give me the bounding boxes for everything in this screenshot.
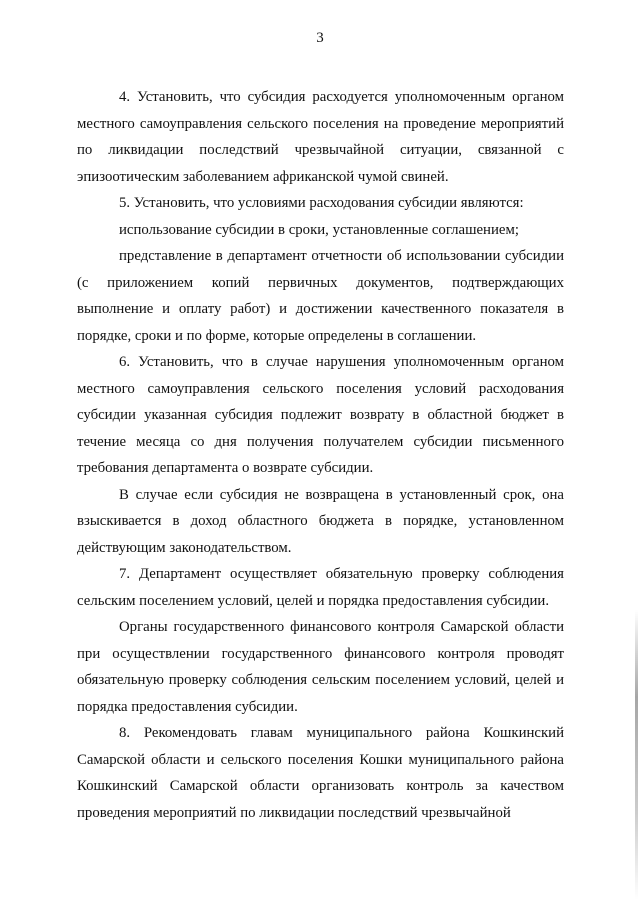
- scan-edge-mark: [635, 610, 638, 900]
- paragraph-condition-1: использование субсидии в сроки, установленные соглашением;: [119, 221, 519, 238]
- paragraph-financial-control: Органы государственного финансового контроля Самарской области при осуществлении государственного финансового контроля проводят обязательную проверку соблюдения сельским поселением условий, целей и порядка предоставления субсидии.: [77, 619, 564, 715]
- paragraph-item-4: 4. Установить, что субсидия расходуется уполномоченным органом местного самоуправления сельского поселения на проведение мероприятий по ликвидации последствий чрезвычайной ситуации, связанной с эпизоотическим заболеванием африканской чумой свиней.: [77, 89, 564, 185]
- paragraph-item-5: 5. Установить, что условиями расходования субсидии являются:: [119, 195, 524, 211]
- paragraph-item-6: 6. Установить, что в случае нарушения уполномоченным органом местного самоуправления сельского поселения условий расходования субсидии указанная субсидия подлежит возврату в областной бюджет в течение месяца со дня получения получателем субсидии письменного требования департамента о возврате субсидии.: [77, 354, 564, 476]
- paragraph-refund: В случае если субсидия не возвращена в установленный срок, она взыскивается в доход областного бюджета в порядке, установленном действующим законодательством.: [77, 486, 564, 556]
- page-number: 3: [316, 30, 324, 46]
- paragraph-item-8: 8. Рекомендовать главам муниципального района Кошкинский Самарской области и сельского поселения Кошки муниципального района Кошкинский Самарской области организовать контроль за качеством проведения мероприятий по ликвидации последствий чрезвычайной: [77, 725, 564, 821]
- paragraph-condition-2: представление в департамент отчетности об использовании субсидии (с приложением копий первичных документов, подтверждающих выполнение и оплату работ) и достижении качественного показателя в порядке, сроки и по форме, которые определены в соглашении.: [77, 248, 564, 344]
- document-body: [77, 84, 564, 826]
- paragraph-item-7: 7. Департамент осуществляет обязательную проверку соблюдения сельским поселением условий, целей и порядка предоставления субсидии.: [77, 566, 564, 609]
